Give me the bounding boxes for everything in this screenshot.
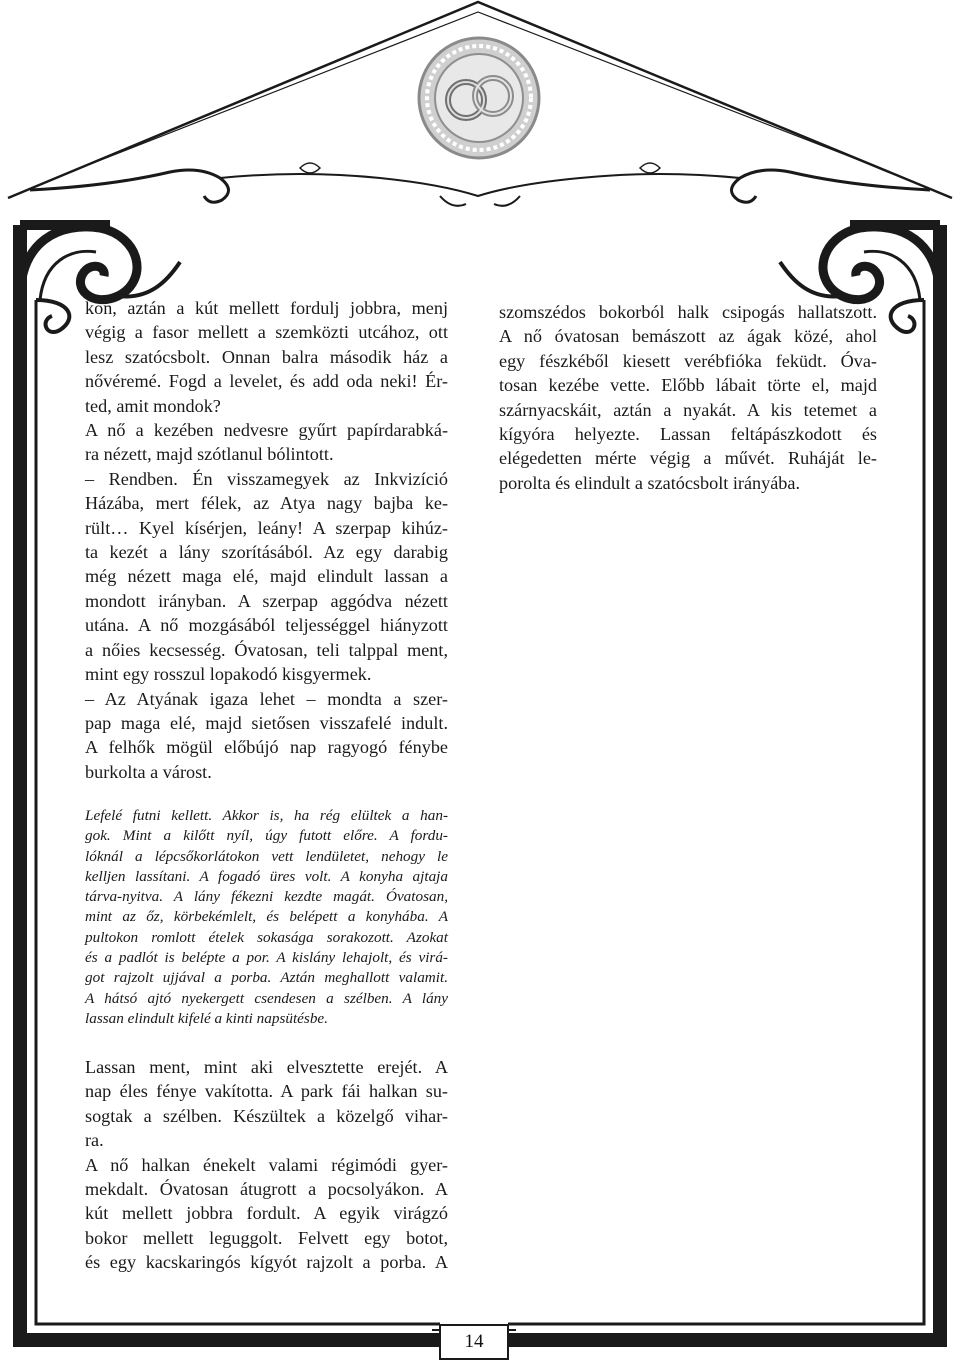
text-line: ra nézett, majd szótlanul bólintott. [85, 444, 334, 465]
text-line: – Az Atyának igaza lehet – mondta a szer- [85, 688, 448, 709]
text-line: Lassan ment, mint aki elvesztette erejét. A [85, 1057, 448, 1077]
text-line: szárnyacskáit, aztán a nyakát. A kis tetemet a [499, 399, 877, 420]
text-line: tárva-nyitva. A lány fékezni kezdte magát. Óvatosan, [85, 888, 448, 906]
bottom-text-column [85, 1055, 448, 1275]
text-line: a nőies kecsesség. Óvatosan, teli talppal ment, [85, 639, 448, 660]
text-line: A felhők mögül előbújó nap ragyogó fénybe [85, 737, 448, 758]
text-line: A nő a kezében nedvesre gyűrt papírdarabká- [85, 420, 448, 441]
text-line: gok. Mint a kilőtt nyíl, úgy futott előre. A fordu- [85, 827, 448, 845]
text-line: nővéremé. Fogd a levelet, és add oda neki! Ér- [85, 371, 448, 392]
text-line: pultokon romlott ételek sokasága sorakozott. Azokat [85, 928, 448, 946]
text-line: szomszédos bokorból halk csipogás hallatszott. [499, 302, 877, 322]
text-line: lesz szatócsbolt. Onnan balra második ház a [85, 346, 448, 367]
text-line: – Rendben. Én visszamegyek az Inkvizíció [85, 468, 448, 489]
text-line: lassan elindult kifelé a kinti napsütésbe. [85, 1009, 328, 1027]
italic-text-block [85, 806, 448, 1029]
page-number: 14 [464, 1331, 484, 1352]
text-line: végig a fasor mellett a szemközti utcához, ott [85, 322, 448, 343]
text-line: bokor mellett leguggolt. Felvett egy botot, [85, 1227, 448, 1248]
text-line: mekdalt. Óvatosan átugrott a pocsolyákon. A [85, 1179, 448, 1200]
text-line: kút mellett jobbra fordult. A egyik virágzó [85, 1203, 448, 1224]
text-line: mint egy rosszul lopakodó kisgyermek. [85, 664, 372, 685]
text-line: A hátsó ajtó nyekergett csendesen a szélben. A lány [85, 989, 448, 1007]
left-text-column [85, 296, 448, 784]
text-line: elégedetten mérte végig a művét. Ruháját le- [499, 448, 877, 469]
text-line: és egy kacskaringós kígyót rajzolt a porba. A [85, 1252, 448, 1273]
text-line: ta kezét a lány szorításából. Az egy darabig [85, 542, 448, 563]
text-line: sogtak a szélben. Készültek a közelgő vihar- [85, 1105, 448, 1126]
text-line: got rajzolt ujjával a porba. Aztán meghallott valamit. [85, 969, 448, 987]
text-line: A nő halkan énekelt valami régimódi gyer- [85, 1154, 448, 1175]
text-line: utána. A nő mozgásából teljességgel hiányzott [85, 615, 448, 636]
text-line: A nő óvatosan bemászott az ágak közé, ahol [499, 326, 877, 347]
text-line: nap éles fénye vakította. A park fái halkan su- [85, 1081, 448, 1102]
text-line: lóknál a lépcsőkorlátokon vett lendületet, nehogy le [85, 847, 448, 865]
text-line: és a padlót is belépte a por. A kislány lehajolt, és virá- [85, 949, 448, 967]
text-line: rült… Kyel kísérjen, leány! A szerpap kihúz- [85, 517, 448, 538]
text-line: kon, aztán a kút mellett fordulj jobbra, menj [85, 298, 448, 318]
text-line: mondott irányban. A szerpap aggódva nézett [85, 590, 448, 611]
text-line: kígyóra helyezte. Lassan feltápászkodott és [499, 424, 877, 445]
text-line: pap maga elé, majd sietősen visszafelé indult. [85, 712, 448, 733]
text-line: egy fészkéből kiesett verébfióka feküdt. Óva- [499, 350, 877, 371]
text-line: ra. [85, 1130, 104, 1151]
text-line: még nézett maga elé, majd elindult lassan a [85, 566, 448, 587]
text-line: mint az őz, körbekémlelt, és belépett a konyhába. A [85, 908, 448, 926]
text-line: Házába, mert félek, az Atya nagy bajba ke- [85, 493, 448, 514]
text-line: Lefelé futni kellett. Akkor is, ha rég elültek a han- [85, 807, 448, 824]
text-line: burkolta a várost. [85, 761, 212, 782]
text-line: kelljen lassítani. A fogadó üres volt. A konyha ajtaja [85, 867, 448, 885]
text-line: porolta és elindult a szatócsbolt irányába. [499, 472, 801, 493]
right-text-column [499, 300, 877, 495]
text-line: tosan kezébe vette. Előbb lábait törte el, majd [499, 375, 877, 396]
wedding-rings-emblem [419, 38, 539, 158]
text-line: ted, amit mondok? [85, 395, 221, 416]
